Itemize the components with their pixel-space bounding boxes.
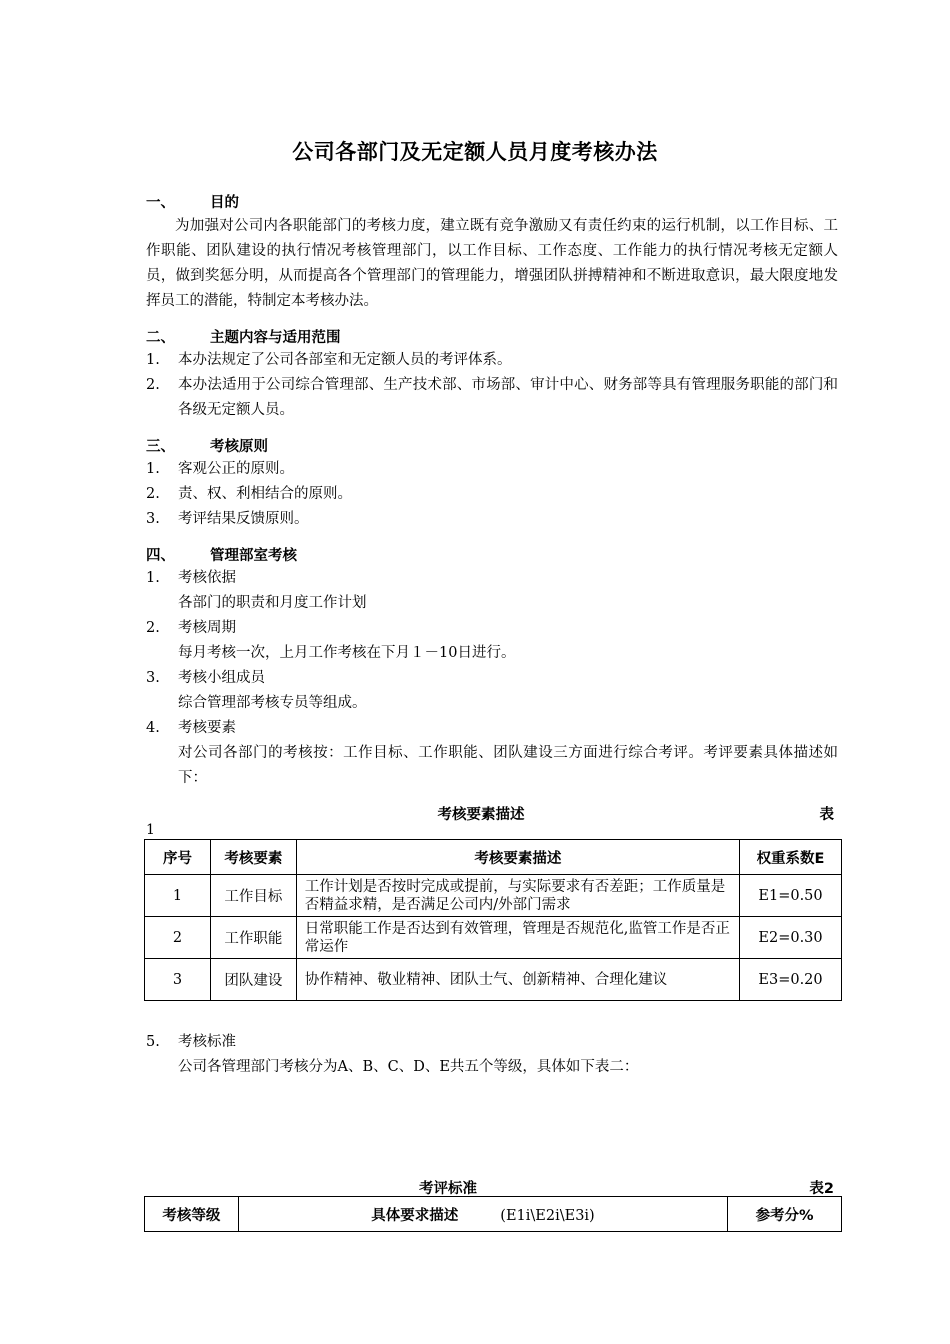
table-header-cell: 参考分% (728, 1197, 842, 1232)
table-cell: 协作精神、敬业精神、团队士气、创新精神、合理化建议 (296, 959, 739, 1001)
assessment-elements-table (144, 839, 842, 1001)
list-item-detail: 综合管理部考核专员等组成。 (178, 695, 367, 711)
table-cell: 工作职能 (210, 917, 296, 959)
assessment-standards-table (144, 1196, 842, 1232)
section-heading-purpose: 一、 目的 (146, 195, 239, 211)
table-header-row (145, 840, 842, 875)
table-cell: E3=0.20 (740, 959, 842, 1001)
list-item-detail: 各部门的职责和月度工作计划 (178, 595, 367, 611)
table-header-cell: 考核等级 (145, 1197, 239, 1232)
table-row (145, 917, 842, 959)
table-header-cell: 具体要求描述 (E1i\E2i\E3i) (238, 1197, 727, 1232)
section-heading-principles: 三、 考核原则 (146, 439, 268, 455)
list-item: 4. 考核要素 (146, 720, 236, 736)
table-cell: 2 (145, 917, 211, 959)
document-title: 公司各部门及无定额人员月度考核办法 (292, 140, 658, 164)
section-heading-department-assessment: 四、 管理部室考核 (146, 548, 297, 564)
table-cell: E2=0.30 (740, 917, 842, 959)
list-item-detail: 每月考核一次，上月工作考核在下月１－10日进行。 (178, 645, 516, 661)
section-heading-scope: 二、 主题内容与适用范围 (146, 330, 341, 346)
table-cell: 1 (145, 875, 211, 917)
list-item: 3. 考评结果反馈原则。 (146, 511, 309, 527)
table-cell: 工作计划是否按时完成或提前，与实际要求有否差距；工作质量是否精益求精，是否满足公司内/外部门需求 (296, 875, 739, 917)
list-item: 2. 责、权、利相结合的原则。 (146, 486, 352, 502)
list-item-detail: 公司各管理部门考核分为A、B、C、D、E共五个等级，具体如下表二： (178, 1059, 639, 1075)
list-item: 1. 本办法规定了公司各部室和无定额人员的考评体系。 (146, 352, 512, 368)
list-item: 2. 考核周期 (146, 620, 236, 636)
table-header-cell: 考核要素 (210, 840, 296, 875)
table-row (145, 959, 842, 1001)
list-item: 2. 本办法适用于公司综合管理部、生产技术部、市场部、审计中心、财务部等具有管理服务职能的部门和各级无定额人员。 (146, 377, 838, 418)
table-header-cell: 考核要素描述 (296, 840, 739, 875)
table-cell: 团队建设 (210, 959, 296, 1001)
list-item-detail: 对公司各部门的考核按：工作目标、工作职能、团队建设三方面进行综合考评。考评要素具体描述如下： (178, 745, 838, 786)
list-item: 1. 客观公正的原则。 (146, 461, 294, 477)
table1-caption-number: 1 (146, 822, 155, 838)
list-item: 3. 考核小组成员 (146, 670, 265, 686)
table-cell: 日常职能工作是否达到有效管理，管理是否规范化,监管工作是否正常运作 (296, 917, 739, 959)
list-item: 5. 考核标准 (146, 1034, 236, 1050)
list-item: 1. 考核依据 (146, 570, 236, 586)
table-row (145, 875, 842, 917)
document-page: 公司各部门及无定额人员月度考核办法 一、 目的 为加强对公司内各职能部门的考核力度，建立既有竞争激励又有责任约束的运行机制，以工作目标、工作职能、团队建设的执行情况考核管理部门，以工作目标、工作态度、工作能力的执行情况考核无定额人员，做到奖惩分明，从而提高各个管理部门的管理能力，增强团队拼搏精神和不断进取意识，最大限度地发挥员工的潜能，特制定本考核办法。 二、 主题内容与适用范围 1. 本办法规定了公司各部室和无定额人员的考评体系。 2. 本办法适用于公司综合管理部、生产技术部、市场部、审计中心、财务部等具有管理服务职能的部门和各级无定额人员。 三、 考核原则 1. 客观公正的原则。 2. 责、权、利相结合的原则。 3. 考评结果反馈原则。 四、 管理部室考核 1. 考核依据 各部门的职责和月度工作计划 2. 考核周期 每月考核一次，上月工作考核在下月１－10日进行。 3. 考核小组成员 综合管理部考核专员等组成。 4. 考核要素 对公司各部门的考核按：工作目标、工作职能、团队建设三方面进行综合考评。考评要素具体描述如下： 考核要素描述 表 1 序号 考核要素 考核要素描述 权重系数E 1 工作目标 工作计划是否按时完成或提前，与实际要求有否差距；工作质量是否精益求精，是否满足公司内/外部门需求 E1=0.50 2 工作职能 日常职能工作是否达到有效管理，管理是否规范化,监管工作是否正常运作 E2=0.30 3 团队建设 协作精神、敬业精神、团队士气、创新精神、合理化建议 E3=0.20 5. 考核标准 公司各管理部门考核分为A、B、C、D、E共五个等级，具体如下表二： 考评标准 表2 考核等级 具体要求描述 (E1i\E2i\E3i) 参考分% (0, 0, 950, 1344)
purpose-paragraph: 为加强对公司内各职能部门的考核力度，建立既有竞争激励又有责任约束的运行机制，以工作目标、工作职能、团队建设的执行情况考核管理部门，以工作目标、工作态度、工作能力的执行情况考核无定额人员，做到奖惩分明，从而提高各个管理部门的管理能力，增强团队拼搏精神和不断进取意识，最大限度地发挥员工的潜能，特制定本考核办法。 (146, 218, 838, 309)
table-header-cell: 序号 (145, 840, 211, 875)
table-cell: 工作目标 (210, 875, 296, 917)
table-header-row (145, 1197, 842, 1232)
table-header-cell: 权重系数E (740, 840, 842, 875)
table-cell: 3 (145, 959, 211, 1001)
table-cell: E1=0.50 (740, 875, 842, 917)
